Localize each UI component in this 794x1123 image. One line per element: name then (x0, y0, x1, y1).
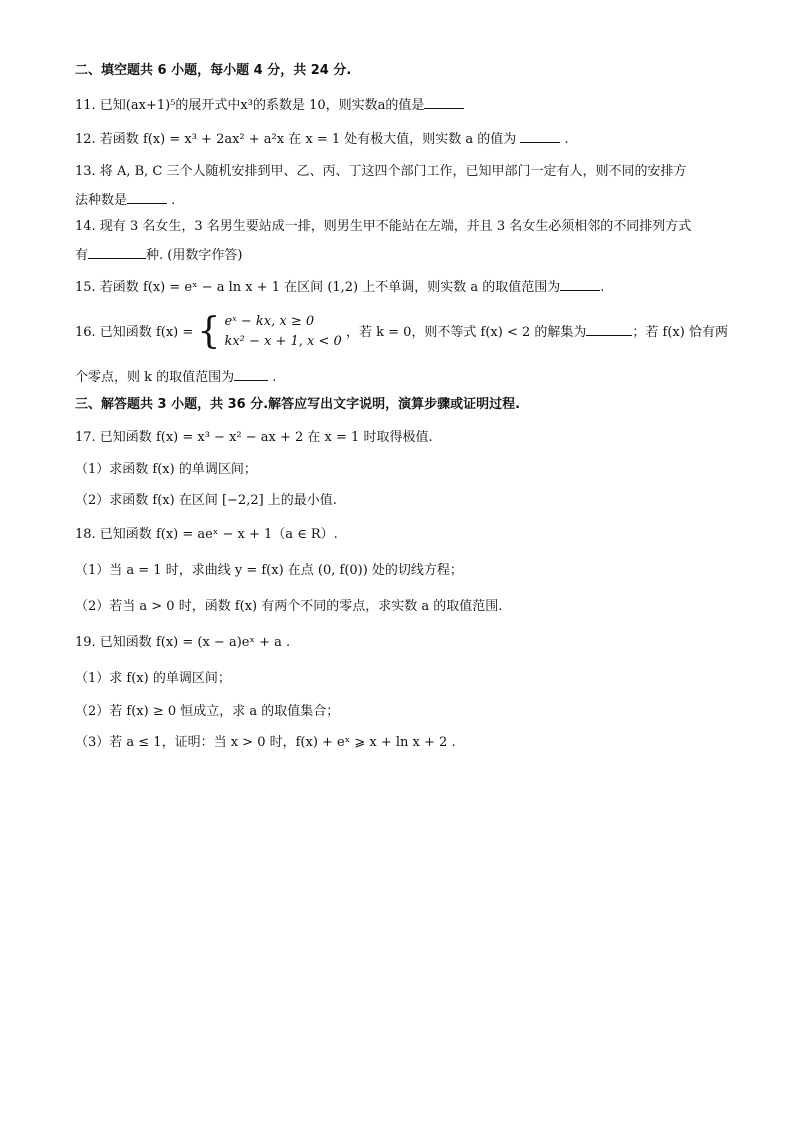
question-18-part2: （2）若当 a > 0 时，函数 f(x) 有两个不同的零点，求实数 a 的取值范围. (75, 599, 503, 614)
q14-line2b: 种. (用数字作答) (146, 248, 243, 263)
question-15 (75, 278, 604, 297)
q13-answer-blank (127, 191, 167, 204)
question-17-stem: 17. 已知函数 f(x) = x³ − x² − ax + 2 在 x = 1 时取得极值. (75, 430, 433, 445)
q16-middle: ，若 k = 0，则不等式 f(x) < 2 的解集为 (345, 324, 587, 340)
question-16-line2 (75, 368, 276, 387)
question-19-part2: （2）若 f(x) ≥ 0 恒成立，求 a 的取值集合； (75, 704, 340, 719)
q12-answer-blank (520, 130, 560, 143)
q16-line2-text: 个零点，则 k 的取值范围为 (75, 370, 235, 385)
q15-answer-blank (560, 278, 600, 291)
q13-end: . (171, 193, 176, 208)
q14-line2a: 有 (75, 248, 89, 263)
question-12 (75, 130, 569, 149)
question-18-stem: 18. 已知函数 f(x) = aeˣ − x + 1（a ∈ R）. (75, 527, 338, 542)
question-14-line2 (75, 246, 242, 265)
q16-after: ；若 f(x) 恰有两 (632, 324, 728, 340)
q12-text: 12. 若函数 f(x) = x³ + 2ax² + a²x 在 x = 1 处有极大值，则实数 a 的值为 (75, 132, 517, 147)
q16-case1: eˣ − kx, x ≥ 0 (224, 314, 315, 329)
q15-text: 15. 若函数 f(x) = eˣ − a ln x + 1 在区间 (1,2) 上不单调，则实数 a 的取值范围为 (75, 280, 561, 295)
section2-heading: 二、填空题共 6 小题，每小题 4 分，共 24 分. (75, 63, 352, 78)
question-19-stem: 19. 已知函数 f(x) = (x − a)eˣ + a . (75, 635, 291, 650)
q12-end: . (564, 132, 569, 147)
q16-case2: kx² − x + 1, x < 0 (224, 334, 342, 349)
q16-answer-blank-2 (234, 368, 268, 381)
q16-prefix: 16. 已知函数 f(x) = (75, 324, 194, 340)
question-16-line1 (75, 312, 728, 353)
q16-answer-blank-1 (586, 323, 632, 336)
question-19-part1: （1）求 f(x) 的单调区间； (75, 671, 231, 686)
q16-cases (224, 312, 341, 352)
question-17-part1: （1）求函数 f(x) 的单调区间； (75, 462, 257, 477)
q11-text: 11. 已知(ax+1)⁵的展开式中x³的系数是 10，则实数a的值是 (75, 98, 425, 113)
question-13-line2 (75, 191, 175, 210)
q16-brace: { (197, 311, 221, 352)
question-19-part3: （3）若 a ≤ 1，证明：当 x > 0 时，f(x) + eˣ ⩾ x + ln x + 2 . (75, 735, 456, 750)
question-18-part1: （1）当 a = 1 时，求曲线 y = f(x) 在点 (0, f(0)) 处的切线方程； (75, 563, 463, 578)
q15-end: . (600, 280, 605, 295)
section3-heading: 三、解答题共 3 小题，共 36 分.解答应写出文字说明，演算步骤或证明过程. (75, 397, 521, 412)
question-14-line1: 14. 现有 3 名女生，3 名男生要站成一排，则男生甲不能站在左端，并且 3 名女生必须相邻的不同排列方式 (75, 219, 692, 234)
question-17-part2: （2）求函数 f(x) 在区间 [−2,2] 上的最小值. (75, 493, 337, 508)
q14-answer-blank (88, 246, 146, 259)
q11-answer-blank (424, 96, 464, 109)
question-11 (75, 96, 464, 115)
q16-end: . (272, 370, 277, 385)
q13-line2-text: 法种数是 (75, 193, 128, 208)
question-13-line1: 13. 将 A, B, C 三个人随机安排到甲、乙、丙、丁这四个部门工作，已知甲部门一定有人，则不同的安排方 (75, 164, 687, 179)
q16-piecewise (197, 312, 341, 353)
